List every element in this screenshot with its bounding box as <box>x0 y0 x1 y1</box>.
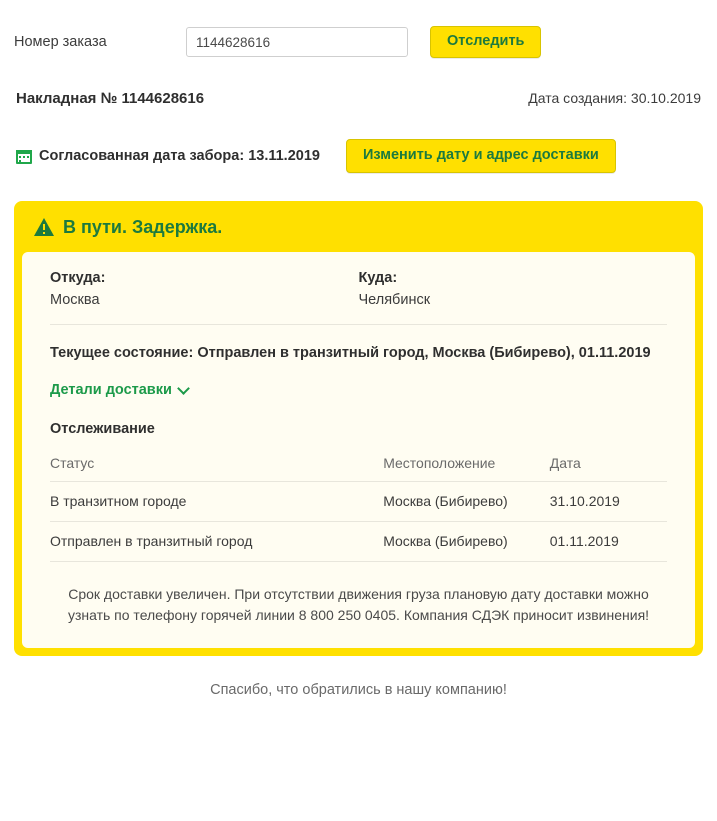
row-location: Москва (Бибирево) <box>383 481 550 521</box>
status-card-body <box>22 252 695 648</box>
status-title: В пути. Задержка. <box>63 216 223 237</box>
footer-text: Спасибо, что обратились в нашу компанию! <box>210 681 507 698</box>
header-location: Местоположение <box>383 447 550 482</box>
chevron-down-icon <box>177 382 190 395</box>
invoice-title: Накладная № 1144628616 <box>16 90 205 107</box>
change-date-address-button[interactable]: Изменить дату и адрес доставки <box>346 139 616 173</box>
from-label: Откуда: <box>50 269 106 286</box>
tracking-table <box>50 447 667 562</box>
header-date: Дата <box>550 447 667 482</box>
row-location: Москва (Бибирево) <box>383 521 550 561</box>
row-date: 01.11.2019 <box>550 521 667 561</box>
order-number-label: Номер заказа <box>14 34 107 50</box>
delay-note: Срок доставки увеличен. При отсутствии движения груза плановую дату доставки можно узнать по телефону горячей линии 8 800 250 0405. Компания СДЭК приносит извинения! <box>67 585 650 623</box>
table-row <box>50 521 667 561</box>
status-card-header <box>14 201 703 252</box>
pickup-date-text: Согласованная дата забора: 13.11.2019 <box>39 147 320 164</box>
delivery-details-label: Детали доставки <box>50 381 172 398</box>
invoice-created-date: Дата создания: 30.10.2019 <box>528 90 701 106</box>
table-row <box>50 481 667 521</box>
route-from <box>50 270 359 308</box>
tracking-section-title: Отслеживание <box>50 420 155 437</box>
status-card <box>14 201 703 656</box>
route-section <box>50 270 667 325</box>
invoice-row <box>14 90 703 107</box>
track-button[interactable]: Отследить <box>430 26 541 58</box>
route-to <box>359 270 668 308</box>
row-date: 31.10.2019 <box>550 481 667 521</box>
calendar-icon <box>16 148 32 164</box>
order-number-input[interactable] <box>186 27 408 57</box>
from-value: Москва <box>50 291 100 308</box>
table-header-row <box>50 447 667 482</box>
current-state-text: Текущее состояние: Отправлен в транзитный город, Москва (Бибирево), 01.11.2019 <box>50 344 651 361</box>
row-status: В транзитном городе <box>50 481 383 521</box>
warning-triangle-icon <box>34 218 54 236</box>
pickup-row <box>14 139 703 173</box>
to-label: Куда: <box>358 269 398 286</box>
header-status: Статус <box>50 447 383 482</box>
row-status: Отправлен в транзитный город <box>50 521 383 561</box>
to-value: Челябинск <box>358 291 431 308</box>
search-row <box>14 0 703 64</box>
delivery-details-link[interactable] <box>50 382 188 398</box>
